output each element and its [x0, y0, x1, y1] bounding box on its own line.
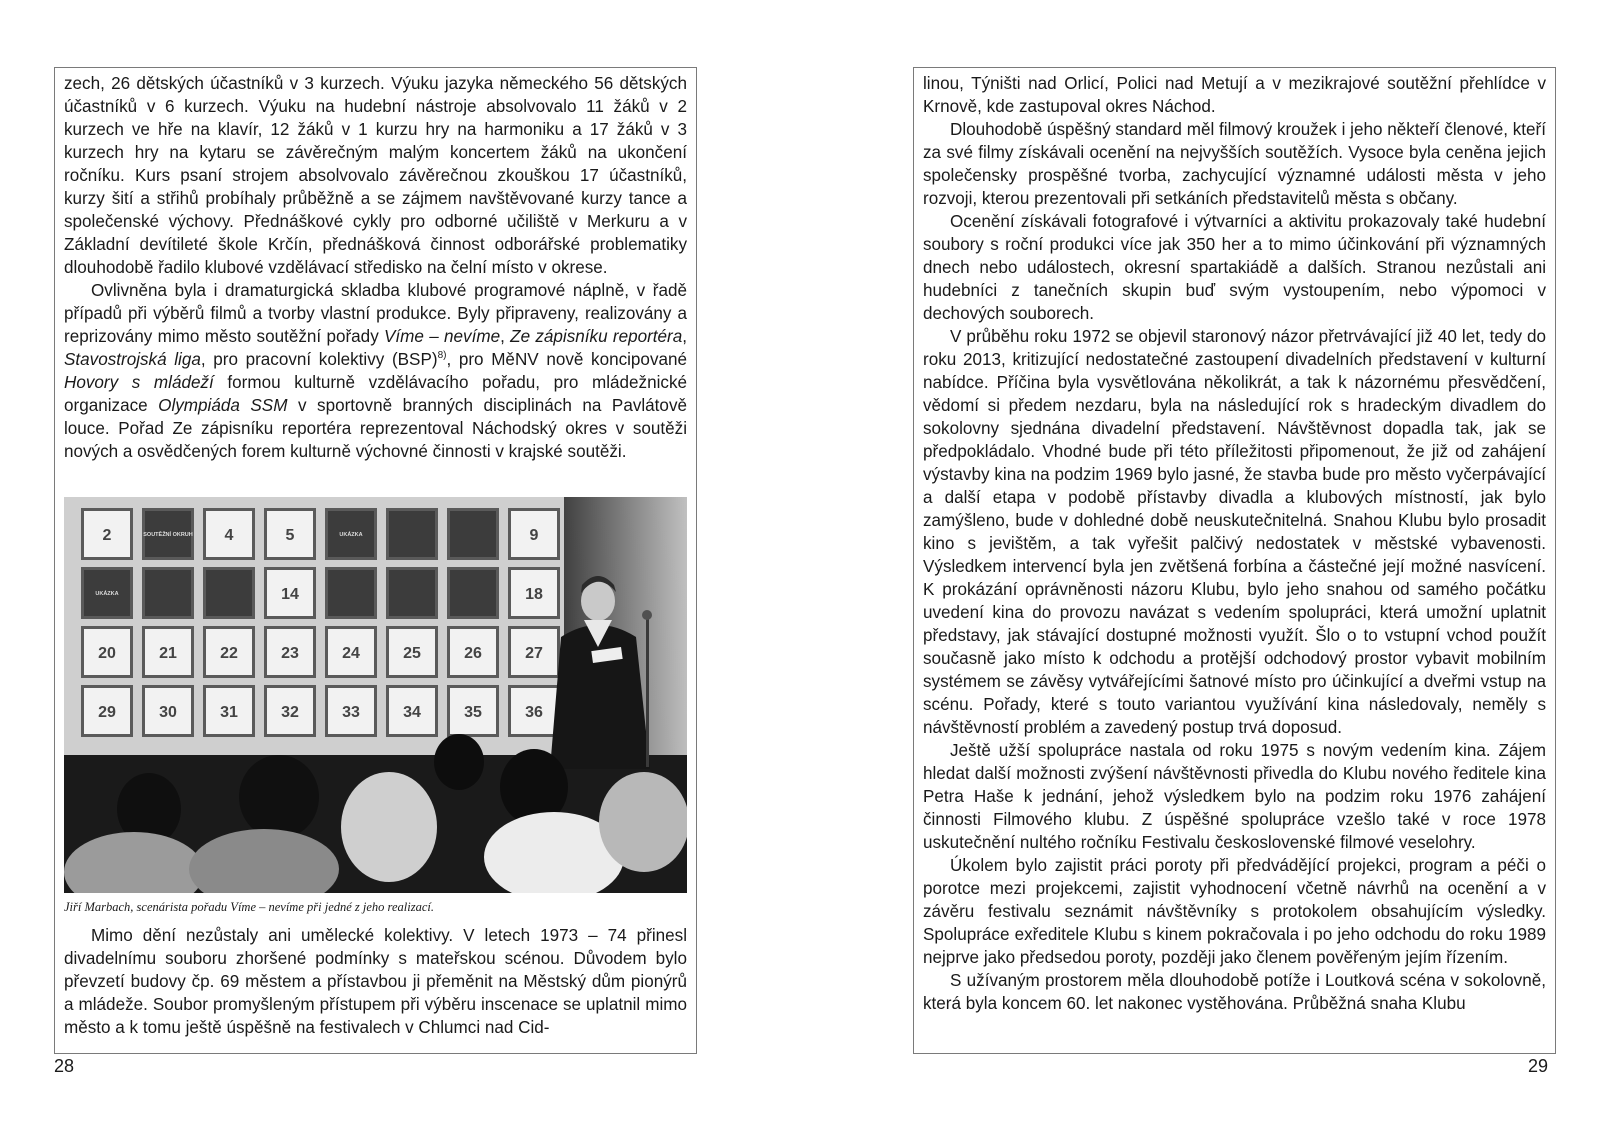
- board-tile: [145, 570, 191, 616]
- photo-caption: Jiří Marbach, scenárista pořadu Víme – nevíme při jedné z jeho realizací.: [64, 900, 434, 914]
- text-run: , pro MěNV nově koncipované: [446, 350, 688, 369]
- paragraph: [923, 739, 1546, 854]
- board-tile-label: 31: [220, 704, 238, 721]
- board-tile-label: 21: [159, 645, 177, 662]
- board-tile-label: 24: [342, 645, 360, 662]
- right-page-text: [923, 72, 1546, 1015]
- text-run: ,: [500, 327, 511, 346]
- board-tile-label: 18: [525, 586, 543, 603]
- text-run: Dlouhodobě úspěšný standard měl filmový kroužek i jeho někteří členové, kteří za své filmy získávali ocenění na nejvyšších soutěžích. Vysoce byla ceněna jejich společensky prospěšné tvorba, zachycující významné události města v jeho rozvoji, kterou prezentovali při setkáních představitelů města s občany.: [923, 120, 1546, 208]
- board-tile-label: 32: [281, 704, 299, 721]
- paragraph: [923, 210, 1546, 325]
- board-tile: [450, 570, 496, 616]
- board-tile: [328, 570, 374, 616]
- board-tile-label: 14: [281, 586, 299, 603]
- text-run: S užívaným prostorem měla dlouhodobě potíže i Loutková scéna v sokolovně, která byla koncem 60. let nakonec vystěhována. Průběžná snaha Klubu: [923, 971, 1546, 1013]
- board-tile-label: 20: [98, 645, 116, 662]
- text-run: , pro pracovní kolektivy (BSP): [200, 350, 438, 369]
- text-run: v sportovně branných disciplinách na Pavlátově louce. Pořad Ze zápisníku reportéra reprezentoval Náchodský okres v soutěži nových a osvědčených forem kulturně výchovné činnosti v krajské soutěži.: [64, 396, 687, 461]
- board-tile-label: SOUTĚŽNÍ OKRUH: [143, 532, 193, 538]
- text-run: linou, Týništi nad Orlicí, Polici nad Metují a v mezikrajové soutěžní přehlídce v Krnově, kde zastupoval okres Náchod.: [923, 74, 1546, 116]
- text-run: zech, 26 dětských účastníků v 3 kurzech. Výuku jazyka německého 56 dětských účastníků v 6 kurzech. Výuku na hudební nástroje absolvovalo 11 žáků v 2 kurzech ve hře na klavír, 12 žáků v 1 kurzu hry na harmoniku a 17 žáků v 3 kurzech hry na kytaru se závěrečným malým koncertem žáků na ukončení ročníku. Kurs psaní strojem absolvovalo závěrečnou zkouškou 17 účastníků, kurzy šití a střihů probíhaly průběžně a se zájmem navštěvované kurzy tance a společenské výchovy. Přednáškové cykly pro odborné učiliště v Merkuru a v Základní devítileté škole Krčín, přednášková činnost odborářské problematiky dlouhodobě řadilo klubové vzdělávací středisko na čelní místo v okrese.: [64, 74, 687, 277]
- text-run: V průběhu roku 1972 se objevil staronový názor přetrvávající již 40 let, tedy do roku 2013, kritizující nedostatečné zastoupení divadelních představení v kulturní nabídce. Příčina byla vysvětlována několikrát, a tak k názornému přesvědčení, vědomí si předem nezdaru, byla na následující rok s hradeckým divadlem do sokolovny sjednána divadelní představení. Návštěvnost dopadla tak, jak se předpokládalo. Vhodné bude při této příležitosti připomenout, že již od zahájení výstavby kina na podzim 1969 bylo jasné, že stavba bude pro město vyčerpávající a další etapa v podobě přístavby divadla a klubových místností, jak bylo zamýšleno, bude v dohledné době neuskutečnitelná. Snahou Klubu bylo prosadit kino s jevištěm, a tak vyřešit palčivý nedostatek v městské vybavenosti. Výsledkem intervencí byla jen zvětšená forbína a částečné její možné nasvícení. K prokázání oprávněnosti názoru Klubu, bylo jeho snahou od samého počátku uvedení kina do provozu navázat s vedením spolupráci, která umožní uplatnit představy, jak stávající dostupné možnosti využít. Šlo o to vstupní vchod použít současně jako místo k odchodu a protější odchodový prostor vybavit mobilním systémem se závěsy vytvářejícími šatnové místo pro účinkující a dveřmi vstup na scénu. Pořady, které s touto variantou využívání kina následovaly, neměly s návštěvností problém a zavedený postup trvá doposud.: [923, 327, 1546, 737]
- paragraph: [923, 854, 1546, 969]
- board-tile-label: 23: [281, 645, 299, 662]
- board-tile: [389, 570, 435, 616]
- page-number-left: 28: [54, 1056, 75, 1076]
- board-tile-label: UKÁZKA: [95, 591, 119, 597]
- board-tile: [206, 570, 252, 616]
- italic-title: Ze zápisníku reportéra: [510, 327, 683, 346]
- paragraph: [923, 325, 1546, 739]
- page-number-right: 29: [1528, 1056, 1549, 1076]
- italic-title: Víme – nevíme: [384, 327, 501, 346]
- left-page-text-top: [64, 72, 687, 463]
- board-tile-label: 29: [98, 704, 116, 721]
- text-run: Ovlivněna byla i dramaturgická skladba klubové programové náplně, v řadě případů při výběrů filmů a tvorby vlastní produkce. Byly připraveny, realizovány a reprizovány mimo město soutěžní pořady: [64, 281, 687, 346]
- board-tile-label: 22: [220, 645, 238, 662]
- board-tile: [450, 511, 496, 557]
- board-tile-label: 36: [525, 704, 543, 721]
- board-tile-label: 30: [159, 704, 177, 721]
- paragraph: [64, 924, 687, 1039]
- board-tile-label: 27: [525, 645, 543, 662]
- board-tile-label: 2: [102, 527, 112, 544]
- italic-title: Olympiáda SSM: [158, 396, 288, 415]
- text-run: Úkolem bylo zajistit práci poroty při předvádějící projekci, program a péči o porotce mezi projekcemi, zajistit vyhodnocení včetně návrhů na ocenění a v závěru festivalu seznámit návštěvníky s protokolem obsahujícím výsledky. Spolupráce exředitele Klubu s kinem pokračovala i po jeho odchodu do roku 1989 nejprve jako předsedou poroty, později jako členem pověřeným jejím řízením.: [923, 856, 1546, 967]
- paragraph: [923, 118, 1546, 210]
- photo-illustration: [64, 497, 687, 893]
- text-run: Mimo dění nezůstaly ani umělecké kolektivy. V letech 1973 – 74 přinesl divadelnímu souboru zhoršené podmínky s mateřskou scénou. Důvodem bylo převzetí budovy čp. 69 městem a přístavbou ji přeměnit na Městský dům pionýrů a mládeže. Soubor promyšleným přístupem při výběru inscenace se uplatnil mimo město a k tomu ještě úspěšně na festivalech v Chlumci nad Cid-: [64, 926, 687, 1037]
- left-page-text-bottom: [64, 924, 687, 1039]
- footnote-ref: 8): [437, 350, 447, 361]
- board-tile-label: 4: [224, 527, 234, 544]
- board-tile: [389, 511, 435, 557]
- board-tile-label: 25: [403, 645, 421, 662]
- text-run: Ještě užší spolupráce nastala od roku 1975 s novým vedením kina. Zájem hledat další možnosti zvýšení návštěvnosti přivedla do Klubu nového ředitele kina Petra Haše k jednání, jehož výsledkem bylo na podzim roku 1976 zahájení činnosti Filmového klubu. Z úspěšné spolupráce vzešlo také v roce 1978 uskutečnění nultého ročníku Festivalu československé filmové veselohry.: [923, 741, 1546, 852]
- paragraph: [64, 72, 687, 279]
- board-tile-label: 5: [285, 527, 295, 544]
- board-tile-label: 35: [464, 704, 482, 721]
- board-tile-label: 34: [403, 704, 421, 721]
- board-tile-label: 33: [342, 704, 360, 721]
- photograph: [64, 497, 687, 893]
- text-run: formou kulturně vzdělávacího pořadu, pro mládežnické organizace: [64, 373, 687, 415]
- italic-title: Stavostrojská liga: [64, 350, 201, 369]
- board-tile-label: 26: [464, 645, 482, 662]
- paragraph: [923, 969, 1546, 1015]
- text-run: ,: [682, 327, 687, 346]
- board-tile-label: 9: [529, 527, 539, 544]
- paragraph: [64, 279, 687, 463]
- paragraph: [923, 72, 1546, 118]
- italic-title: Hovory s mládeží: [64, 373, 214, 392]
- board-tile-label: UKÁZKA: [339, 532, 363, 538]
- text-run: Ocenění získávali fotografové i výtvarníci a aktivitu prokazovaly také hudební soubory s roční produkci více jak 350 her a to mimo účinkování při významných dnech nebo událostech, okresní spartakiádě a dalších. Stranou nezůstali ani hudebníci z tanečních skupin buď svým vystoupením, nebo výpomoci v dechových souborech.: [923, 212, 1546, 323]
